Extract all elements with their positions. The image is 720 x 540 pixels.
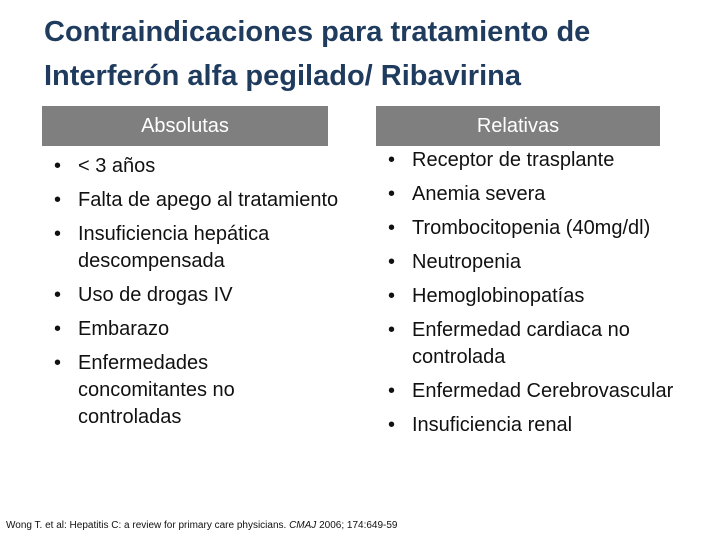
list-item: • Enfermedades concomitantes no controladas xyxy=(52,350,342,431)
footnote-journal: CMAJ xyxy=(289,520,317,531)
list-item: • Insuficiencia renal xyxy=(386,412,686,439)
list-item: • Enfermedad Cerebrovascular xyxy=(386,378,686,405)
list-item: • Uso de drogas IV xyxy=(52,282,342,309)
list-item: • Neutropenia xyxy=(386,249,686,276)
relativas-list xyxy=(386,147,686,446)
slide-title-line-1: Contraindicaciones para tratamiento de xyxy=(44,16,591,48)
list-item: • < 3 años xyxy=(52,153,342,180)
slide-title xyxy=(44,10,704,98)
footnote-text: Wong T. et al: Hepatitis C: a review for primary care physicians. xyxy=(6,520,287,531)
list-item: • Enfermedad cardiaca no controlada xyxy=(386,317,686,371)
list-item: • Falta de apego al tratamiento xyxy=(52,187,342,214)
list-item: • Embarazo xyxy=(52,316,342,343)
relativas-header: Relativas xyxy=(376,106,660,146)
list-item: • Anemia severa xyxy=(386,181,686,208)
reference-footnote xyxy=(6,519,706,533)
footnote-citation: 2006; 174:649-59 xyxy=(319,520,398,531)
list-item: • Receptor de trasplante xyxy=(386,147,686,174)
absolutas-list xyxy=(52,153,342,438)
list-item: • Hemoglobinopatías xyxy=(386,283,686,310)
list-item: • Trombocitopenia (40mg/dl) xyxy=(386,215,686,242)
absolutas-header: Absolutas xyxy=(42,106,328,146)
slide-title-line-2: Interferón alfa pegilado/ Ribavirina xyxy=(44,60,521,92)
list-item: • Insuficiencia hepática descompensada xyxy=(52,221,342,275)
